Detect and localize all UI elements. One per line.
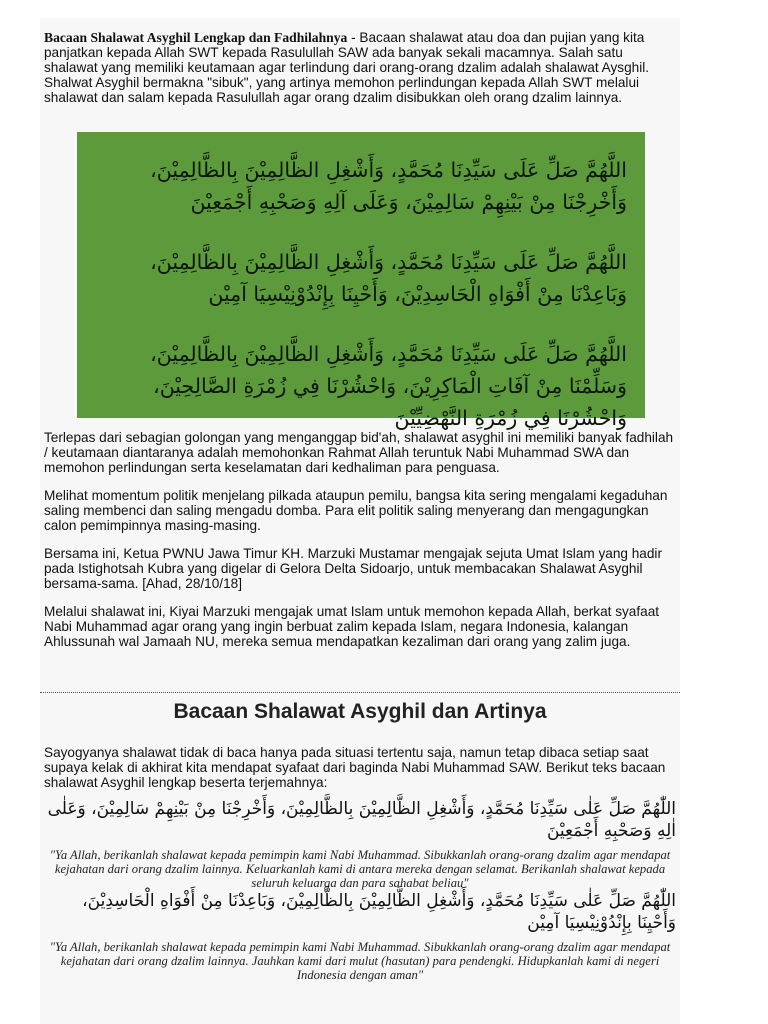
paragraph-fadhilah: Terlepas dari sebagian golongan yang menganggap bid'ah, shalawat asyghil ini memiliki banyak fadhilah / keutamaan diantaranya adalah memohonkan Rahmat Allah teruntuk Nabi Muhammad SWA dan memohon perlindungan serta keselamatan dari kedhaliman para penguasa. — [44, 430, 674, 475]
arabic-verse-2: اللّٰهُمَّ صَلِّ عَلٰى سَيِّدِنَا مُحَمَّدٍ، وَأَشْغِلِ الظَّالِمِيْنَ بِالظَّالِمِيْنَ، وَبَاعِدْنَا مِنْ أَفْوَاهِ الْحَاسِدِيْنَ، وَأَحْيِنَا بِإِنْدُوْنِيْسِيَا آمِيْن — [82, 891, 676, 933]
shalawat-verse-1: اللَّهُمَّ صَلِّ عَلَى سَيِّدِنَا مُحَمَّدٍ، وَأَشْغِلِ الظَّالِمِيْنَ بِالظَّالِمِيْنَ، وَأَخْرِجْنَا مِنْ بَيْنِهِمْ سَالِمِيْنَ، وَعَلَى آلِهِ وَصَحْبِهِ أَجْمَعِيْنَ — [150, 158, 627, 214]
translation-verse-1: "Ya Allah, berikanlah shalawat kepada pemimpin kami Nabi Muhammad. Sibukkanlah orang-orang dzalim agar mendapat kejahatan dari orang dzalim lainnya. Keluarkanlah kami di antara mereka dengan selamat. Berikanlah shalawat kepada seluruh keluarga dan para sahabat beliau" — [49, 848, 671, 890]
arabic-verse-1: اللّٰهُمَّ صَلِّ عَلٰى سَيِّدِنَا مُحَمَّدٍ، وَأَشْغِلِ الظَّالِمِيْنَ بِالظَّالِمِيْنَ، وَأَخْرِجْنَا مِنْ بَيْنِهِمْ سَالِمِيْنَ، وَعَلٰى اٰلِهِ وَصَحْبِهِ أَجْمَعِيْنَ — [47, 799, 676, 841]
shalawat-verse-2: اللَّهُمَّ صَلِّ عَلَى سَيِّدِنَا مُحَمَّدٍ، وَأَشْغِلِ الظَّالِمِيْنَ بِالظَّالِمِيْنَ، وَبَاعِدْنَا مِنْ أَفْوَاهِ الْحَاسِدِيْنَ، وَأَحْيِنَا بِإِنْدُوْنِيْسِيَا آمِيْن — [150, 250, 627, 306]
intro-text: - Bacaan shalawat atau doa dan pujian yang kita panjatkan kepada Allah SWT kepada Rasulullah SAW ada banyak sekali macamnya. Salah satu shalawat yang memiliki keutamaan agar terlindung dari orang-orang dzalim adalah shalawat Aysghil. Shalwat Asyghil bermakna "sibuk", yang artinya memohon perlindungan kepada Allah SWT melalui shalawat dan salam kepada Rasulullah agar orang dzalim disibukkan oleh orang dzalim lainnya. — [44, 30, 650, 105]
intro-title: Bacaan Shalawat Asyghil Lengkap dan Fadhilahnya — [44, 30, 348, 45]
paragraph-politik: Melihat momentum politik menjelang pilkada ataupun pemilu, bangsa kita sering mengalami kegaduhan saling membenci dan saling mengadu domba. Para elit politik saling menyerang dan mengagungkan calon pemimpinnya masing-masing. — [44, 488, 668, 533]
section-divider — [40, 692, 680, 693]
translation-verse-2: "Ya Allah, berikanlah shalawat kepada pemimpin kami Nabi Muhammad. Sibukkanlah orang-orang dzalim agar mendapat kejahatan dari orang dzalim lainnya. Jauhkan kami dari mulut (hasutan) para pendengki. Hidupkanlah kami di negeri Indonesia dengan aman" — [49, 940, 671, 982]
shalawat-image-box — [77, 132, 645, 430]
document-page — [40, 18, 680, 1024]
shalawat-verse-3: اللَّهُمَّ صَلِّ عَلَى سَيِّدِنَا مُحَمَّدٍ، وَأَشْغِلِ الظَّالِمِيْنَ بِالظَّالِمِيْنَ، وَسَلِّمْنَا مِنْ آفَاتِ الْمَاكِرِيْنَ، وَاحْشُرْنَا فِي زُمْرَةِ الصَّالِحِيْنَ، وَاحْشُرْنَا فِي زُمْرَةِ النَّهْضِيِّيْنَ — [150, 342, 627, 430]
section-intro: Sayogyanya shalawat tidak di baca hanya pada situasi tertentu saja, namun tetap dibaca setiap saat supaya kelak di akhirat kita mendapat syafaat dari baginda Nabi Muhammad SAW. Berikut teks bacaan shalawat Asyghil lengkap beserta terjemahnya: — [44, 745, 666, 790]
paragraph-pwnu: Bersama ini, Ketua PWNU Jawa Timur KH. Marzuki Mustamar mengajak sejuta Umat Islam yang hadir pada Istighotsah Kubra yang digelar di Gelora Delta Sidoarjo, untuk membacakan Shalawat Asyghil bersama-sama. [Ahad, 28/10/18] — [44, 546, 662, 591]
section-title: Bacaan Shalawat Asyghil dan Artinya — [173, 700, 547, 723]
paragraph-marzuki: Melalui shalawat ini, Kiyai Marzuki mengajak umat Islam untuk memohon kepada Allah, berkat syafaat Nabi Muhammad agar orang yang ingin berbuat zalim kepada Islam, negara Indonesia, kalangan Ahlussunah wal Jamaah NU, mereka semua mendapatkan kezaliman dari orang yang zalim juga. — [44, 604, 660, 649]
intro-paragraph — [44, 30, 676, 105]
